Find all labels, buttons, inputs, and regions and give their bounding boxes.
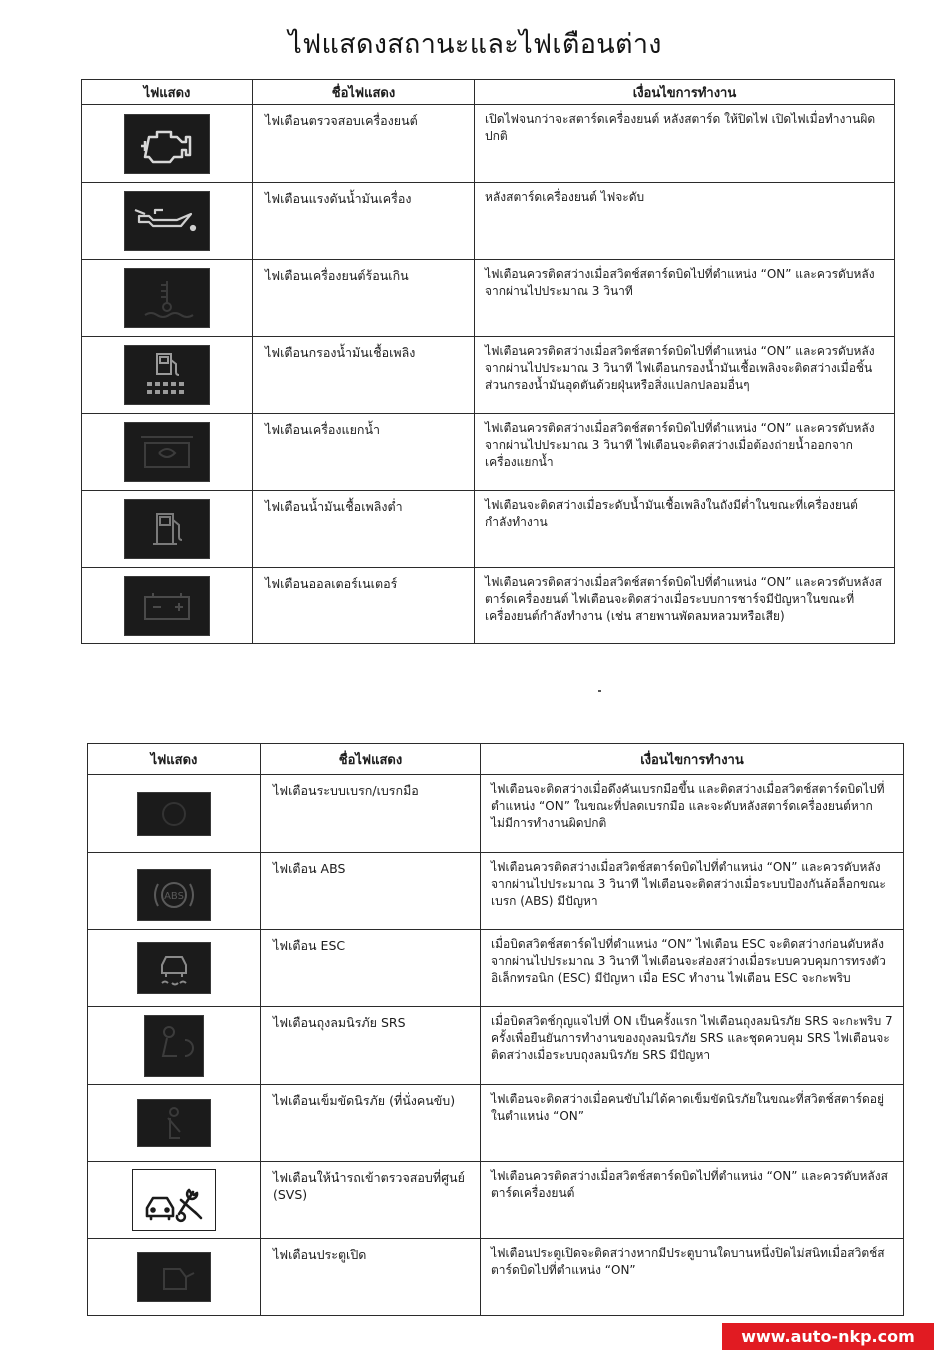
table-row <box>82 568 895 644</box>
svg-text:ABS: ABS <box>164 890 184 902</box>
indicator-condition: เมื่อบิดสวิตช์สตาร์ดไปที่ตำแหน่ง “ON” ไฟเตือน ESC จะติดสว่างก่อนดับหลังจากผ่านไปประมาณ 3 วินาที ไฟเตือนจะส่องสว่างเมื่อระบบควบคุมการทรงตัวอิเล็กทรอนิก (ESC) มีปัญหา เมื่อ ESC ทำงาน ไฟเตือน ESC จะกะพริบ <box>481 930 904 1007</box>
table-row <box>82 260 895 337</box>
indicator-name: ไฟเตือนให้นำรถเข้าตรวจสอบที่ศูนย์ (SVS) <box>261 1162 481 1239</box>
indicator-condition: เปิดไฟจนกว่าจะสตาร์ดเครื่องยนต์ หลังสตาร์ด ให้ปิดไฟ เปิดไฟเมื่อทำงานผิดปกติ <box>475 105 895 183</box>
indicator-name: ไฟเตือนตรวจสอบเครื่องยนต์ <box>253 105 475 183</box>
header-indicator: ไฟแสดง <box>88 744 261 775</box>
table-row <box>88 775 904 853</box>
indicator-name: ไฟเตือนน้ำมันเชื้อเพลิงต่ำ <box>253 491 475 568</box>
indicator-name: ไฟเตือนระบบเบรก/เบรกมือ <box>261 775 481 853</box>
indicator-name: ไฟเตือนเข็มขัดนิรภัย (ที่นั่งคนขับ) <box>261 1085 481 1162</box>
table-row <box>82 105 895 183</box>
table-row <box>82 414 895 491</box>
indicator-condition: ไฟเตือนควรติดสว่างเมื่อสวิตช์สตาร์ดบิดไปที่ตำแหน่ง “ON” และควรดับหลังสตาร์ดเครื่องยนต์ ไฟเตือนจะติดสว่างเมื่อระบบการชาร์จมีปัญหาในขณะที่เครื่องยนต์กำลังทำงาน (เช่น สายพานพัดลมหลวมหรือเสีย) <box>475 568 895 644</box>
low-fuel-icon <box>124 499 210 559</box>
seatbelt-icon <box>137 1099 211 1147</box>
indicator-name: ไฟเตือนออลเตอร์เนเตอร์ <box>253 568 475 644</box>
brake-icon <box>137 792 211 836</box>
service-vehicle-icon <box>132 1169 216 1231</box>
indicator-name: ไฟเตือน ABS <box>261 853 481 930</box>
indicator-condition: ไฟเตือนควรติดสว่างเมื่อสวิตช์สตาร์ดบิดไปที่ตำแหน่ง “ON” และควรดับหลังจากผ่านไปประมาณ 3 วินาที ไฟเตือนจะติดสว่างเมื่อระบบป้องกันล้อล็อกขณะเบรก (ABS) มีปัญหา <box>481 853 904 930</box>
table-row <box>88 1085 904 1162</box>
oil-pressure-icon <box>124 191 210 251</box>
header-name: ชื่อไฟแสดง <box>253 80 475 105</box>
table-row <box>82 337 895 414</box>
fuel-filter-icon <box>124 345 210 405</box>
indicator-condition: ไฟเตือนควรติดสว่างเมื่อสวิตช์สตาร์ดบิดไปที่ตำแหน่ง “ON” และควรดับหลังจากผ่านไปประมาณ 3 วินาที <box>475 260 895 337</box>
abs-icon <box>137 869 211 921</box>
scan-speck <box>598 690 601 692</box>
esc-icon <box>137 942 211 994</box>
battery-alternator-icon <box>124 576 210 636</box>
door-open-icon <box>137 1252 211 1302</box>
table-row <box>88 1162 904 1239</box>
indicator-condition: ไฟเตือนจะติดสว่างเมื่อดึงคันเบรกมือขึ้น และติดสว่างเมื่อสวิตช์สตาร์ดบิดไปที่ตำแหน่ง “ON” ในขณะที่ปลดเบรกมือ และจะดับหลังสตาร์ดเครื่องยนต์หากไม่มีการทำงานผิดปกติ <box>481 775 904 853</box>
airbag-icon <box>144 1015 204 1077</box>
indicator-name: ไฟเตือนเครื่องยนต์ร้อนเกิน <box>253 260 475 337</box>
indicator-condition: หลังสตาร์ดเครื่องยนต์ ไฟจะดับ <box>475 183 895 260</box>
indicator-condition: ไฟเตือนจะติดสว่างเมื่อคนขับไม่ได้คาดเข็มขัดนิรภัยในขณะที่สวิตช์สตาร์ดอยู่ในตำแหน่ง “ON” <box>481 1085 904 1162</box>
indicator-name: ไฟเตือนกรองน้ำมันเชื้อเพลิง <box>253 337 475 414</box>
indicator-condition: ไฟเตือนประตูเปิดจะติดสว่างหากมีประตูบานใดบานหนึ่งปิดไม่สนิทเมื่อสวิตช์สตาร์ดบิดไปที่ตำแหน่ง “ON” <box>481 1239 904 1316</box>
page-title: ไฟแสดงสถานะและไฟเตือนต่าง <box>288 29 662 60</box>
indicator-condition: ไฟเตือนจะติดสว่างเมื่อระดับน้ำมันเชื้อเพลิงในถังมีต่ำในขณะที่เครื่องยนต์กำลังทำงาน <box>475 491 895 568</box>
indicator-name: ไฟเตือนถุงลมนิรภัย SRS <box>261 1007 481 1085</box>
table-header-row <box>88 744 904 775</box>
table-header-row <box>82 80 895 105</box>
indicator-table-2 <box>87 743 904 1316</box>
header-indicator: ไฟแสดง <box>82 80 253 105</box>
water-separator-icon <box>124 422 210 482</box>
indicator-table-1 <box>81 79 895 644</box>
table-row <box>82 183 895 260</box>
table-row <box>88 1239 904 1316</box>
header-condition: เงื่อนไขการทำงาน <box>475 80 895 105</box>
table-row <box>88 853 904 930</box>
indicator-name: ไฟเตือนประตูเปิด <box>261 1239 481 1316</box>
check-engine-icon <box>124 114 210 174</box>
table-row <box>88 1007 904 1085</box>
table-row <box>82 491 895 568</box>
indicator-condition: ไฟเตือนควรติดสว่างเมื่อสวิตช์สตาร์ดบิดไปที่ตำแหน่ง “ON” และควรดับหลังจากผ่านไปประมาณ 3 วินาที ไฟเตือนกรองน้ำมันเชื้อเพลิงจะติดสว่างเมื่อชิ้นส่วนกรองน้ำมันอุดตันด้วยฝุ่นหรือสิ่งแปลกปลอมอื่นๆ <box>475 337 895 414</box>
engine-overheat-icon <box>124 268 210 328</box>
site-watermark: www.auto-nkp.com <box>722 1323 934 1350</box>
indicator-name: ไฟเตือน ESC <box>261 930 481 1007</box>
indicator-condition: เมื่อบิดสวิตช์กุญแจไปที่ ON เป็นครั้งแรก ไฟเตือนถุงลมนิรภัย SRS จะกะพริบ 7 ครั้งเพื่อยืนยันการทำงานของถุงลมนิรภัย SRS และชุดควบคุม SRS ไฟเตือนจะติดสว่างเมื่อระบบถุงลมนิรภัย SRS มีปัญหา <box>481 1007 904 1085</box>
indicator-condition: ไฟเตือนควรติดสว่างเมื่อสวิตช์สตาร์ดบิดไปที่ตำแหน่ง “ON” และควรดับหลังจากผ่านไปประมาณ 3 วินาที ไฟเตือนจะติดสว่างเมื่อต้องถ่ายน้ำออกจากเครื่องแยกน้ำ <box>475 414 895 491</box>
indicator-name: ไฟเตือนเครื่องแยกน้ำ <box>253 414 475 491</box>
table-row <box>88 930 904 1007</box>
indicator-condition: ไฟเตือนควรติดสว่างเมื่อสวิตช์สตาร์ดบิดไปที่ตำแหน่ง “ON” และควรดับหลังสตาร์ดเครื่องยนต์ <box>481 1162 904 1239</box>
header-name: ชื่อไฟแสดง <box>261 744 481 775</box>
indicator-name: ไฟเตือนแรงดันน้ำมันเครื่อง <box>253 183 475 260</box>
header-condition: เงื่อนไขการทำงาน <box>481 744 904 775</box>
